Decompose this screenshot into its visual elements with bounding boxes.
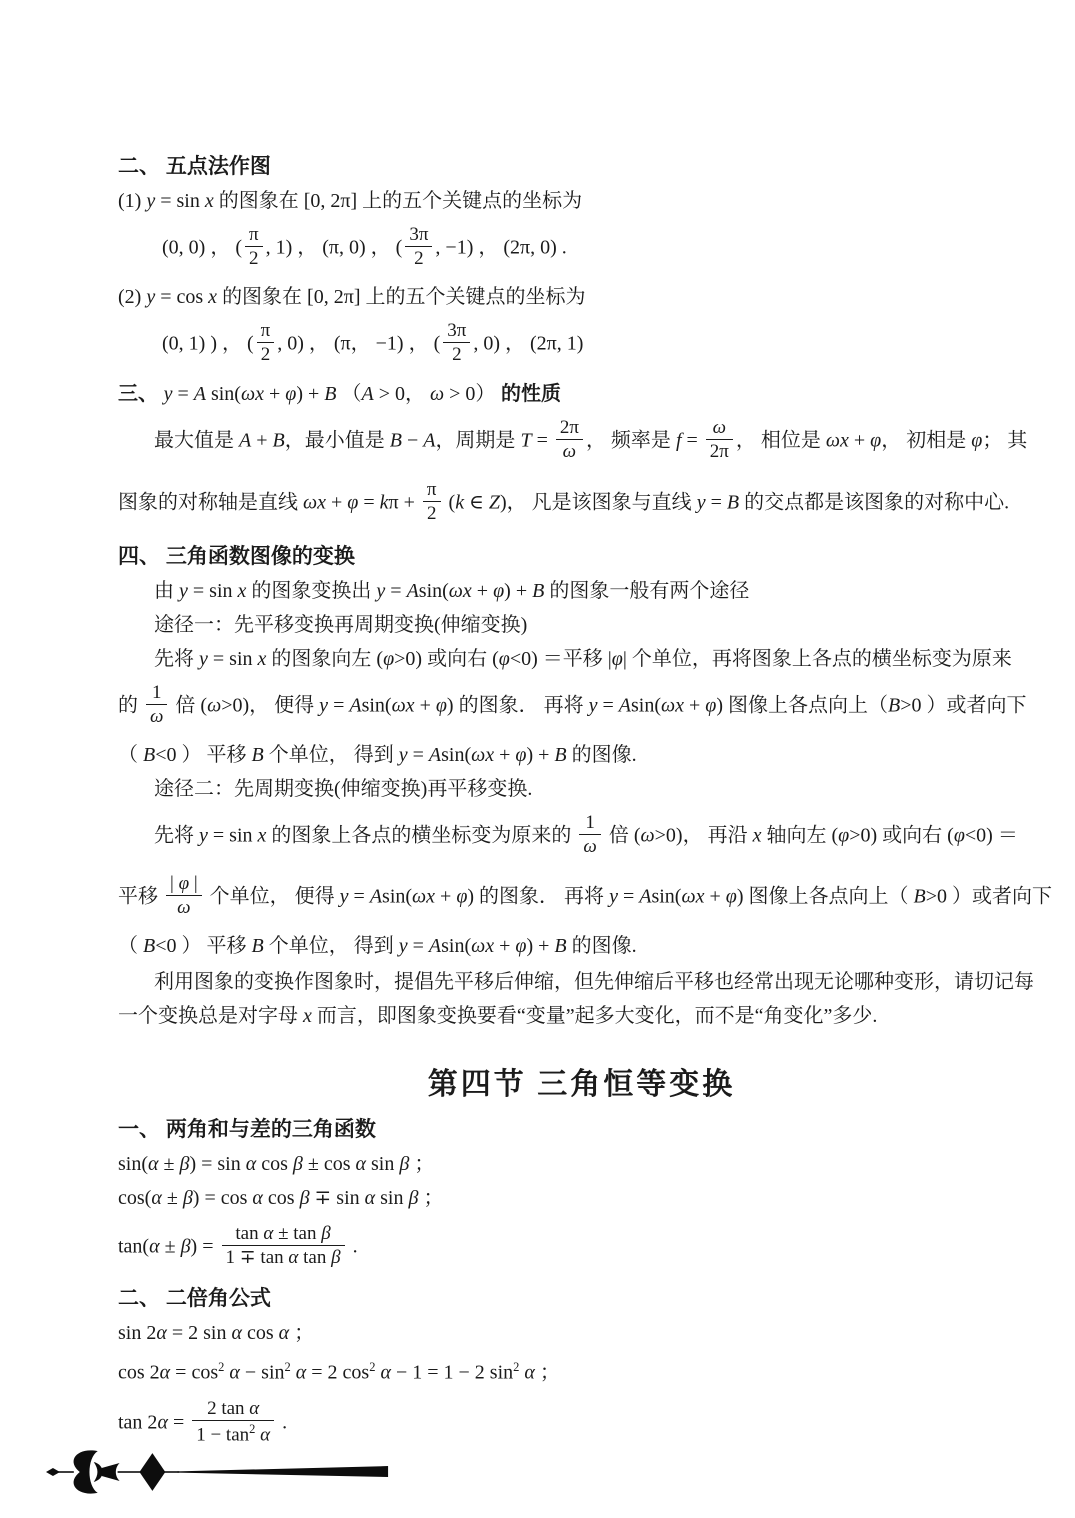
ornament-tall-diamond	[139, 1453, 165, 1491]
five-point-sin-line: (1) y = sin x 的图象在 [0, 2π] 上的五个关键点的坐标为	[118, 190, 583, 212]
transform-route-two: 途径二：先周期变换(伸缩变换)再平移变换.	[154, 777, 533, 800]
transform-intro: 由 y = sin x 的图象变换出 y = Asin(ωx + φ) + B 的图象一般有两个途径	[154, 580, 750, 603]
properties-max-min-period: 最大值是 A + B，最小值是 B − A，周期是 T = $\frac{2\pi}{\omega}$ ， 频率是 f = $\frac{\omega}{2\pi}$ ， 相位是 ωx + φ， 初相是 φ； 其	[154, 417, 1028, 463]
heading-double-angle: 二、 二倍角公式	[118, 1287, 271, 1311]
transform-route-one-step1: 先将 y = sin x 的图象向左 (φ>0) 或向右 (φ<0) ＝平移 |φ| 个单位，再将图象上各点的横坐标变为原来	[154, 648, 1012, 671]
transform-route-one: 途径一：先平移变换再周期变换(伸缩变换)	[154, 614, 528, 637]
heading-five-point-method: 二、 五点法作图	[118, 155, 271, 178]
formula-sin-sum: sin(α ± β) = sin α cos β ± cos α sin β ；	[118, 1152, 435, 1175]
ornament-fleuron-bud	[94, 1462, 103, 1482]
ornament-stem-left	[56, 1471, 74, 1473]
section-title: 第四节 三角恒等变换	[427, 1067, 736, 1101]
transform-route-one-step2: 的 $\frac{1}{\omega}$ 倍 (ω>0)， 便得 y = Asin(ωx + φ) 的图象． 再将 y = Asin(ωx + φ) 图像上各点向上（B>0 ）或者向下	[118, 682, 1027, 728]
transform-route-two-step2: 平移 $\frac{| \varphi |}{\omega}$ 个单位， 便得 y = Asin(ωx + φ) 的图象． 再将 y = Asin(ωx + φ) 图像上各点向上（ B>0 ）或者向下	[118, 873, 1052, 919]
heading-graph-transform: 四、 三角函数图像的变换	[118, 545, 355, 569]
formula-cos-sum: cos(α ± β) = cos α cos β ∓ sin α sin β ；	[118, 1186, 444, 1209]
formula-sin-double: sin 2α = 2 sin α cos α ；	[118, 1322, 315, 1345]
formula-tan-double: tan 2α = $\frac{\text{2 tan α}}{1 - \tan^2 \alpha}$ .	[118, 1397, 288, 1446]
ornament-divider-svg	[44, 1446, 402, 1498]
ornament-fleuron-swash	[102, 1463, 120, 1481]
transform-route-two-step1: 先将 y = sin x 的图象上各点的横坐标变为原来的 $\frac{1}{\omega}$ 倍 (ω>0)， 再沿 x 轴向左 (φ>0) 或向右 (φ<0) ＝	[154, 811, 1018, 857]
properties-symmetry-axis: 图象的对称轴是直线 ωx + φ = kπ + $\frac{\pi}{2}$ (k ∈ Z)， 凡是该图象与直线 y = B 的交点都是该图象的对称中心.	[118, 478, 1010, 524]
ornament-fleuron-crescent	[74, 1450, 98, 1493]
ornament-divider	[44, 1446, 402, 1498]
heading-sum-difference: 一、 两角和与差的三角函数	[118, 1117, 376, 1141]
transform-note-line2: 一个变换总是对字母 x 而言，即图象变换要看“变量”起多大变化，而不是“角变化”多少.	[118, 1004, 878, 1027]
five-point-cos-line: (2) y = cos x 的图象在 [0, 2π] 上的五个关键点的坐标为	[118, 285, 586, 308]
five-point-sin-coordinates: (0, 0) ， ( $\frac{\pi}{2}$ , 1) ， (π, 0) ， ( $\frac{3\pi}{2}$ , −1) ， (2π, 0) .	[162, 224, 567, 270]
transform-note-line1: 利用图象的变换作图象时，提倡先平移后伸缩，但先伸缩后平移也经常出现无论哪种变形，请切记每	[154, 970, 1034, 993]
heading-properties: 三、 y = A sin(ωx + φ) + B （A > 0， ω > 0） 的性质	[118, 383, 561, 406]
five-point-cos-coordinates: (0, 1) ) ， ( $\frac{\pi}{2}$ , 0) ， (π， −1) ， ( $\frac{3\pi}{2}$ , 0) ， (2π, 1)	[162, 319, 584, 365]
ornament-stem-right	[163, 1471, 179, 1473]
formula-cos-double: $\cos 2\alpha = \cos^2 \alpha - \sin^2 \alpha = 2$ $\cos^2 \alpha - 1 = 1 - 2$ $\sin^2 \alpha$ ；	[118, 1360, 560, 1384]
formula-tan-sum: tan(α ± β) = $\frac{\text{tan α ± tan β}}{\text{1 ∓ tan α tan β}}$ .	[118, 1222, 358, 1268]
ornament-taper-rule	[177, 1466, 388, 1477]
transform-route-one-step3: （ B<0 ） 平移 B 个单位， 得到 y = Asin(ωx + φ) + B 的图像.	[118, 743, 637, 766]
transform-route-two-step3: （ B<0 ） 平移 B 个单位， 得到 y = Asin(ωx + φ) + B 的图像.	[118, 934, 637, 957]
ornament-stem-mid	[118, 1471, 142, 1473]
